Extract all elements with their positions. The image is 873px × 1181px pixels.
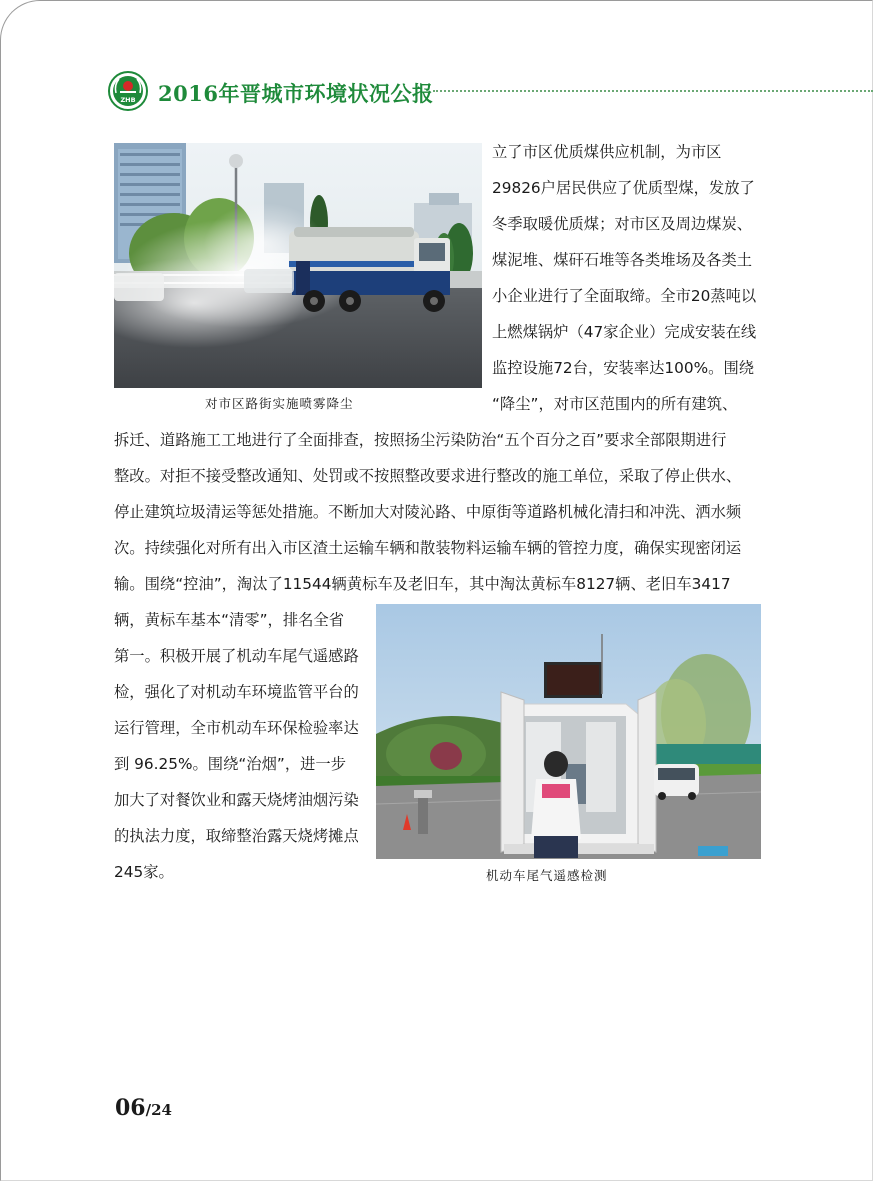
text-line: 的执法力度，取缔整治露天烧烤摊点: [114, 827, 359, 845]
text-line: 加大了对餐饮业和露天烧烤油烟污染: [114, 791, 359, 809]
report-title: 2016年晋城市环境状况公报: [158, 81, 434, 106]
page-current: 06: [115, 1095, 146, 1121]
zhb-logo-icon: [108, 71, 148, 111]
text-line: 输。围绕“控油”，淘汰了11544辆黄标车及老旧车，其中淘汰黄标车8127辆、老旧车3417: [114, 575, 731, 593]
text-line: 小企业进行了全面取缔。全市20蒸吨以: [492, 287, 757, 305]
text-line: 245家。: [114, 863, 174, 881]
text-line: 到 96.25%。围绕“治烟”，进一步: [114, 755, 347, 773]
report-header: [108, 70, 873, 114]
text-line: 拆迁、道路施工工地进行了全面排查，按照扬尘污染防治“五个百分之百”要求全部限期进行: [114, 431, 727, 449]
text-line: 立了市区优质煤供应机制，为市区: [492, 143, 722, 161]
header-divider: [433, 90, 873, 92]
photo-caption: 对市区路街实施喷雾降尘: [205, 396, 354, 411]
text-line: 煤泥堆、煤矸石堆等各类堆场及各类土: [492, 251, 753, 269]
logo-text: ZHB: [120, 96, 136, 104]
text-line: 冬季取暖优质煤；对市区及周边煤炭、: [492, 215, 753, 233]
text-line: “降尘”，对市区范围内的所有建筑、: [492, 395, 738, 413]
text-line: 29826户居民供应了优质型煤，发放了: [492, 179, 755, 197]
text-line: 上燃煤锅炉（47家企业）完成安装在线: [492, 323, 757, 341]
photo-remote-sensing-van: [376, 604, 761, 859]
page-number: [115, 1095, 172, 1121]
photo-spray-truck: [114, 143, 482, 388]
text-line: 检，强化了对机动车环境监管平台的: [114, 683, 359, 701]
text-line: 辆，黄标车基本“清零”，排名全省: [114, 611, 345, 629]
text-line: 停止建筑垃圾清运等惩处措施。不断加大对陵沁路、中原街等道路机械化清扫和冲洗、洒水频: [114, 503, 742, 521]
photo-caption: 机动车尾气遥感检测: [486, 868, 608, 883]
text-line: 第一。积极开展了机动车尾气遥感路: [114, 647, 359, 665]
text-line: 监控设施72台，安装率达100%。围绕: [492, 359, 755, 377]
text-line: 整改。对拒不接受整改通知、处罚或不按照整改要求进行整改的施工单位，采取了停止供水、: [114, 467, 742, 485]
text-line: 次。持续强化对所有出入市区渣土运输车辆和散装物料运输车辆的管控力度，确保实现密闭运: [114, 539, 742, 557]
page-total: /24: [145, 1101, 172, 1119]
text-line: 运行管理，全市机动车环保检验率达: [114, 719, 359, 737]
